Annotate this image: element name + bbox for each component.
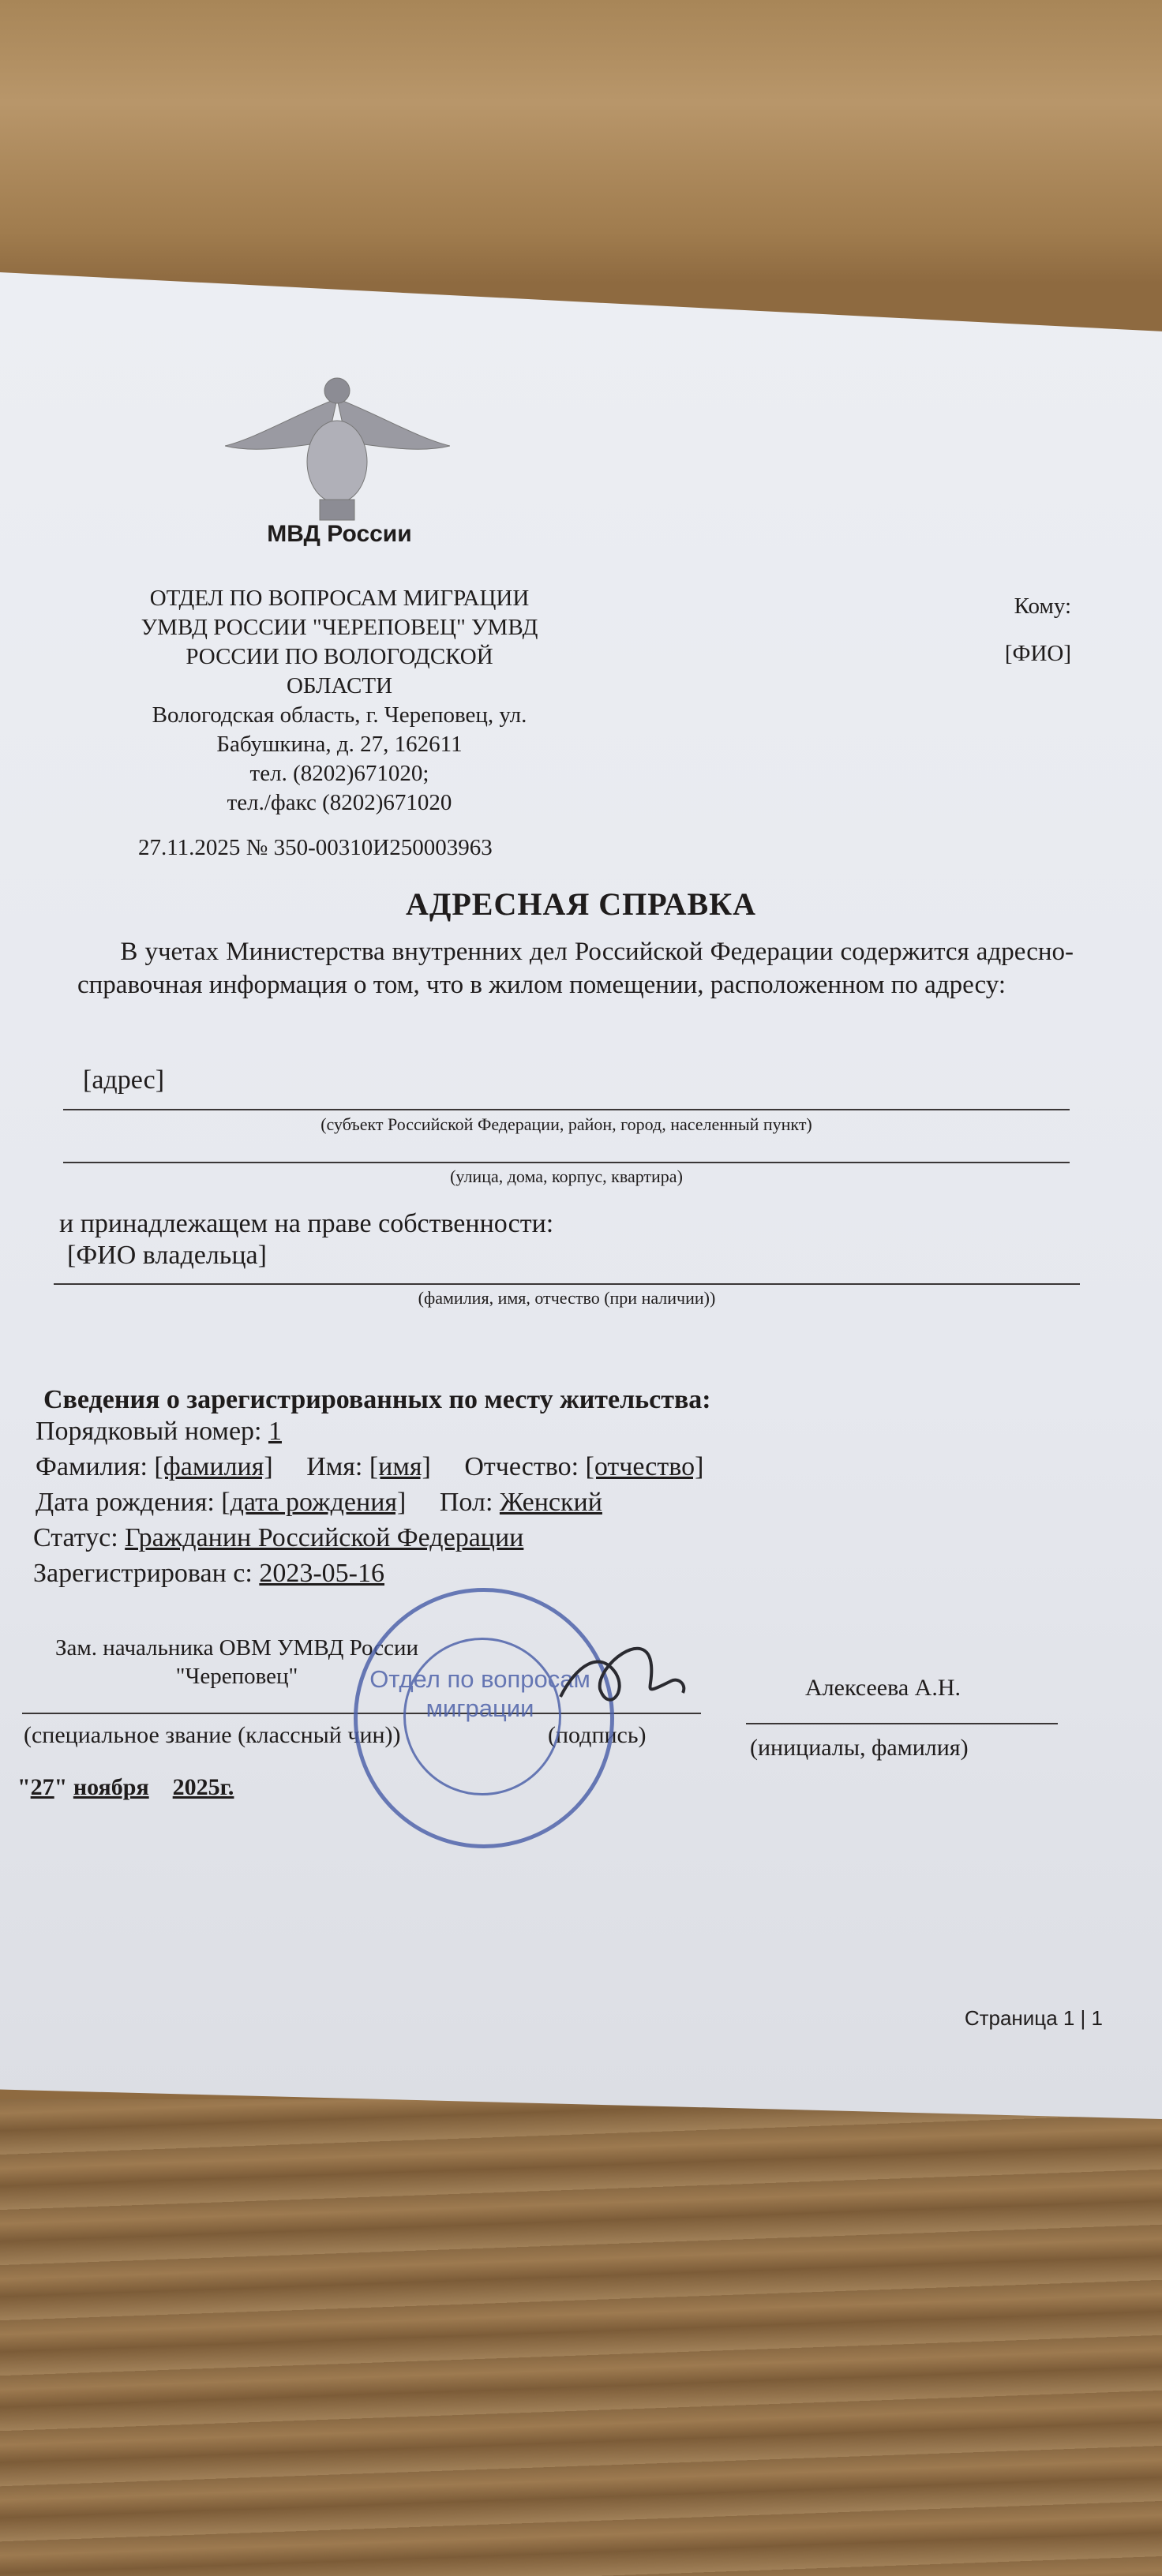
patronymic-label: Отчество: [464,1452,579,1481]
sex-value: Женский [499,1488,602,1517]
address-line [63,1109,1070,1110]
patronymic-value: [отчество] [585,1452,704,1481]
status-value: Гражданин Российской Федерации [125,1523,524,1552]
page-number: Страница 1 | 1 [964,2006,1103,2030]
department-line: УМВД РОССИИ "ЧЕРЕПОВЕЦ" УМВД [141,615,538,640]
position-line: Зам. начальника ОВМ УМВД России [54,1635,419,1661]
initials-caption: (инициалы, фамилия) [750,1735,969,1761]
street-line [63,1162,1070,1163]
signer-name: Алексеева А.Н. [805,1675,961,1701]
owner-line [54,1283,1080,1285]
department-line: РОССИИ ПО ВОЛОГОДСКОЙ [186,644,493,669]
ordinal-label: Порядковый номер: [36,1417,262,1446]
dob-value: [дата рождения] [221,1488,407,1517]
address-caption-street: (улица, дома, корпус, квартира) [450,1166,683,1186]
signer-line [746,1723,1058,1724]
handwritten-signature-icon [553,1618,695,1720]
status-row [33,1523,523,1553]
intro-paragraph [77,935,1074,1002]
recipient-name: [ФИО] [1004,641,1071,666]
department-block [118,584,560,818]
date-year: 2025г. [172,1774,234,1800]
ordinal-row [36,1417,282,1447]
recipient-block [1005,582,1071,677]
date-month: ноября [73,1774,149,1800]
since-label: Зарегистрирован с: [33,1559,253,1588]
surname-label: Фамилия: [36,1452,148,1481]
sign-caption: (подпись) [548,1722,647,1748]
name-value: [имя] [369,1452,431,1481]
since-value: 2023-05-16 [259,1559,384,1588]
sex-label: Пол: [439,1488,493,1517]
department-line: ОБЛАСТИ [286,673,393,698]
address-value: [адрес] [83,1065,165,1095]
table-surface [0,2099,1162,2576]
document-sheet [0,272,1162,2119]
owner-name: [ФИО владельца] [67,1241,267,1270]
mvd-emblem-icon [225,367,450,525]
stamp-text: Отдел по вопросам миграции [369,1665,590,1722]
since-row [33,1559,384,1589]
status-label: Статус: [33,1523,118,1552]
department-line: тел. (8202)671020; [249,761,429,786]
dob-row [36,1488,602,1518]
surname-value: [фамилия] [154,1452,273,1481]
name-label: Имя: [306,1452,363,1481]
owner-caption: (фамилия, имя, отчество (при наличии)) [418,1288,716,1308]
department-line: Бабушкина, д. 27, 162611 [216,732,463,757]
document-number: 27.11.2025 № 350-00310И250003963 [138,835,493,860]
department-line: тел./факс (8202)671020 [227,790,452,815]
date-day: 27 [30,1774,54,1800]
registered-heading: Сведения о зарегистрированных по месту жительства: [43,1385,711,1414]
address-caption-region: (субъект Российской Федерации, район, город, населенный пункт) [320,1114,812,1134]
rank-caption: (специальное звание (классный чин)) [24,1722,401,1748]
ordinal-value: 1 [268,1417,282,1446]
dob-label: Дата рождения: [36,1488,215,1517]
document-title: АДРЕСНАЯ СПРАВКА [405,886,757,922]
names-row [36,1452,703,1482]
department-line: Вологодская область, г. Череповец, ул. [152,702,527,728]
intro-text: В учетах Министерства внутренних дел Российской Федерации содержится адресно-справочная информация о том, что в жилом помещении, расположенном по адресу: [77,938,1074,999]
sign-date: "27" ноября 2025г. [17,1774,234,1800]
ownership-label: и принадлежащем на праве собственности: [59,1209,554,1238]
position-line: "Череповец" [175,1664,298,1689]
recipient-label: Кому: [1014,593,1071,619]
department-line: ОТДЕЛ ПО ВОПРОСАМ МИГРАЦИИ [149,586,530,611]
agency-name: МВД России [267,521,412,547]
